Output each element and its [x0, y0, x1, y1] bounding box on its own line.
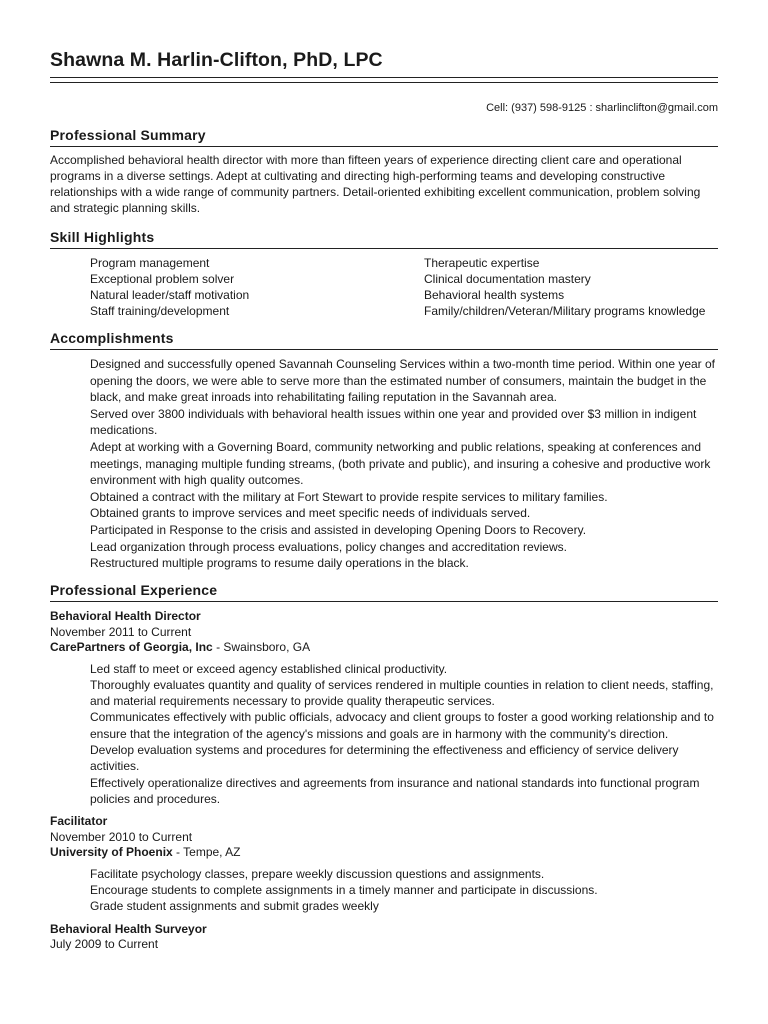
company-name: CarePartners of Georgia, Inc	[50, 640, 213, 654]
section-title: Professional Experience	[50, 580, 718, 602]
contact-line: Cell: (937) 598-9125 : sharlinclifton@gmail.com	[486, 102, 718, 114]
company-name: University of Phoenix	[50, 845, 173, 860]
skills-columns	[50, 255, 718, 319]
accomplishment-item: Obtained grants to improve services and meet specific needs of individuals served.	[90, 506, 531, 521]
duty-item: Develop evaluation systems and procedures for determining the effectiveness and efficiency of service delivery activities.	[90, 742, 679, 774]
job-title: Behavioral Health Director	[50, 609, 201, 623]
duty-item: Thoroughly evaluates quantity and quality of services rendered in multiple counties in relation to client needs, staffing, and material requirements necessary to provide quality therapeutic services.	[90, 677, 714, 709]
job-entry	[50, 609, 718, 807]
duties-list	[50, 661, 718, 808]
accomplishment-item: Served over 3800 individuals with behavioral health issues within one year and provided over $3 million in indigent medications.	[90, 406, 697, 438]
duty-item: Effectively operationalize directives and agreements from insurance and national standards into functional program policies and procedures.	[90, 775, 700, 806]
accomplishment-item: Participated in Response to the crisis and assisted in developing Opening Doors to Recovery.	[90, 522, 587, 537]
duty-item: Encourage students to complete assignments in a timely manner and participate in discussions.	[90, 882, 598, 897]
section-title: Accomplishments	[50, 328, 718, 350]
candidate-name: Shawna M. Harlin-Clifton, PhD, LPC	[50, 49, 383, 71]
accomplishments-list	[50, 356, 718, 572]
duty-item: Facilitate psychology classes, prepare weekly discussion questions and assignments.	[90, 866, 545, 881]
job-entry	[50, 814, 718, 914]
skills-left-column	[50, 255, 424, 319]
skill-item: Program management	[90, 256, 210, 270]
skill-item: Natural leader/staff motivation	[90, 288, 250, 302]
section-title: Skill Highlights	[50, 227, 718, 249]
company-location: - Swainsboro, GA	[212, 640, 311, 654]
job-employer	[50, 845, 718, 861]
job-entry	[50, 922, 718, 953]
skill-item: Clinical documentation mastery	[424, 272, 591, 286]
company-location: - Tempe, AZ	[172, 845, 241, 860]
skills-section	[50, 227, 718, 319]
duty-item: Grade student assignments and submit grades weekly	[90, 899, 379, 914]
job-dates: November 2011 to Current	[50, 624, 192, 639]
skill-item: Staff training/development	[90, 304, 230, 318]
skill-item: Exceptional problem solver	[90, 272, 235, 286]
job-dates: July 2009 to Current	[50, 937, 159, 952]
header-rule-bottom	[50, 82, 718, 83]
experience-section	[50, 580, 718, 953]
summary-text: Accomplished behavioral health director with more than fifteen years of experience directing client care and operational programs in a diverse settings. Adept at cultivating and directing high-performing teams and developing constructive relationships with a wide range of community partners. Detail-oriented exhibiting excellent communication, problem solving and strategic planning skills.	[50, 153, 701, 215]
job-title: Behavioral Health Surveyor	[50, 921, 207, 936]
accomplishment-item: Obtained a contract with the military at Fort Stewart to provide respite services to military families.	[90, 489, 608, 504]
duty-item: Led staff to meet or exceed agency established clinical productivity.	[90, 661, 448, 676]
skill-item: Behavioral health systems	[424, 288, 565, 302]
accomplishment-item: Adept at working with a Governing Board, community networking and public relations, speaking at conferences and meetings, managing multiple funding streams, (both private and public), and insuring a cohesive and productive work environment with high quality outcomes.	[90, 439, 711, 488]
job-title: Facilitator	[50, 814, 108, 829]
summary-section	[50, 125, 718, 216]
duties-list	[50, 866, 718, 915]
job-dates: November 2010 to Current	[50, 829, 193, 844]
section-title: Professional Summary	[50, 125, 718, 147]
duty-item: Communicates effectively with public officials, advocacy and client groups to foster a good working relationship and to ensure that the integration of the agency's missions and goals are in harmony with the community's direction.	[90, 710, 714, 741]
job-employer	[50, 640, 718, 656]
accomplishment-item: Lead organization through process evaluations, policy changes and accreditation reviews.	[90, 539, 567, 554]
accomplishments-section	[50, 328, 718, 572]
accomplishment-item: Restructured multiple programs to resume daily operations in the black.	[90, 556, 469, 571]
skill-item: Family/children/Veteran/Military programs knowledge	[424, 304, 706, 318]
header-rule-top	[50, 77, 718, 78]
accomplishment-item: Designed and successfully opened Savannah Counseling Services within a two-month time period. Within one year of opening the doors, we were able to serve more than the estimated number of consumers, maintain the budget in the black, and make great inroads into rehabilitating failing reputation in the Savannah area.	[90, 357, 716, 405]
skills-right-column	[424, 255, 705, 319]
skill-item: Therapeutic expertise	[424, 256, 540, 270]
